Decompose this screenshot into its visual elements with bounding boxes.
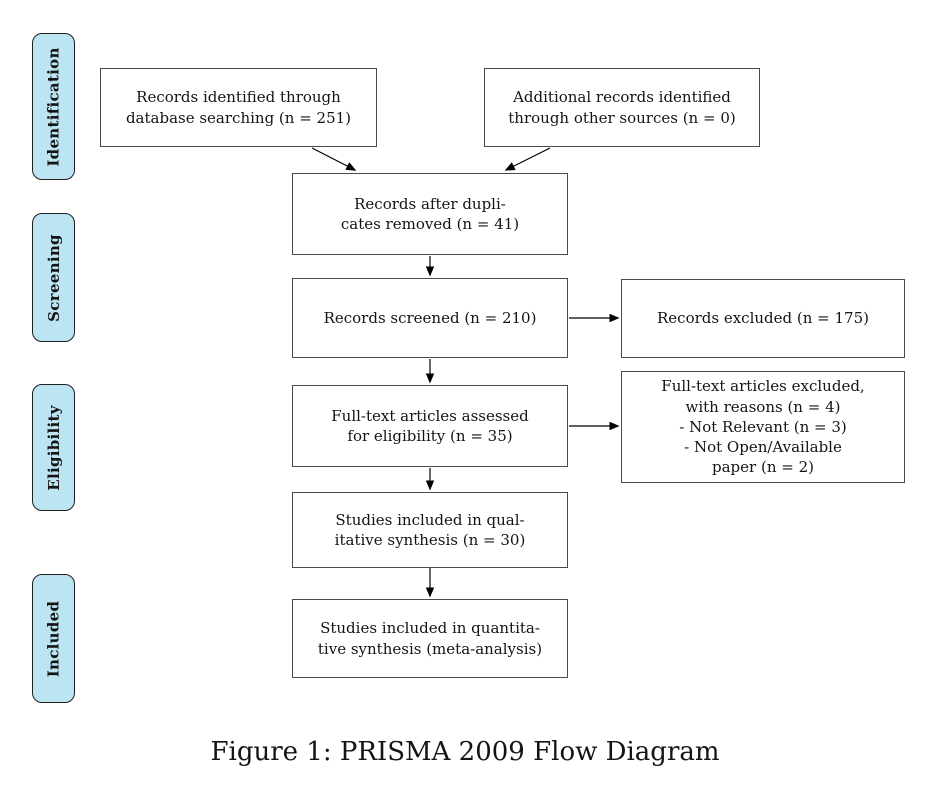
box-fulltext-excluded [621,371,905,483]
box-additional-records [484,68,760,147]
box-text-line: - Not Relevant (n = 3) [679,417,847,436]
box-text-line: tive synthesis (meta-analysis) [317,639,543,658]
box-text-line: Studies included in qual- [335,510,525,529]
box-text-line: Records excluded (n = 175) [657,309,869,328]
box-text-line: Full-text articles assessed [331,406,529,425]
stage-label-text: Identification [44,46,63,167]
box-text-line: through other sources (n = 0) [508,108,736,127]
box-fulltext-assessed [292,385,568,467]
box-after-duplicates [292,173,568,255]
stage-label-text: Screening [44,233,63,322]
box-text-line: for eligibility (n = 35) [347,427,513,445]
stage-label-text: Eligibility [44,404,63,491]
figure-caption: Figure 1: PRISMA 2009 Flow Diagram [210,737,720,767]
box-text-line: Studies included in quantita- [320,619,540,638]
box-records-identified [100,68,377,147]
box-text-line: Records screened (n = 210) [323,308,537,327]
box-text-line: cates removed (n = 41) [340,215,520,233]
box-text-line: database searching (n = 251) [125,108,352,127]
stage-label-text: Included [44,600,63,677]
box-text-line: with reasons (n = 4) [685,397,841,416]
stage-label-identification [32,33,75,180]
box-text-line: paper (n = 2) [712,458,814,477]
stage-label-included [32,574,75,703]
box-text-line: - Not Open/Available [684,438,842,457]
box-text-line: Full-text articles excluded, [661,377,865,396]
box-qualitative-synthesis [292,492,568,568]
stage-label-eligibility [32,384,75,511]
box-text-line: Additional records identified [513,88,731,107]
box-text-line: itative synthesis (n = 30) [334,531,526,549]
box-records-excluded [621,279,905,358]
box-records-screened [292,278,568,358]
arrow-identified-to-dedup [312,148,355,170]
arrow-additional-to-dedup [506,148,550,170]
box-quantitative-synthesis [292,599,568,678]
box-text-line: Records after dupli- [354,194,506,213]
stage-label-screening [32,213,75,342]
box-text-line: Records identified through [136,88,341,107]
